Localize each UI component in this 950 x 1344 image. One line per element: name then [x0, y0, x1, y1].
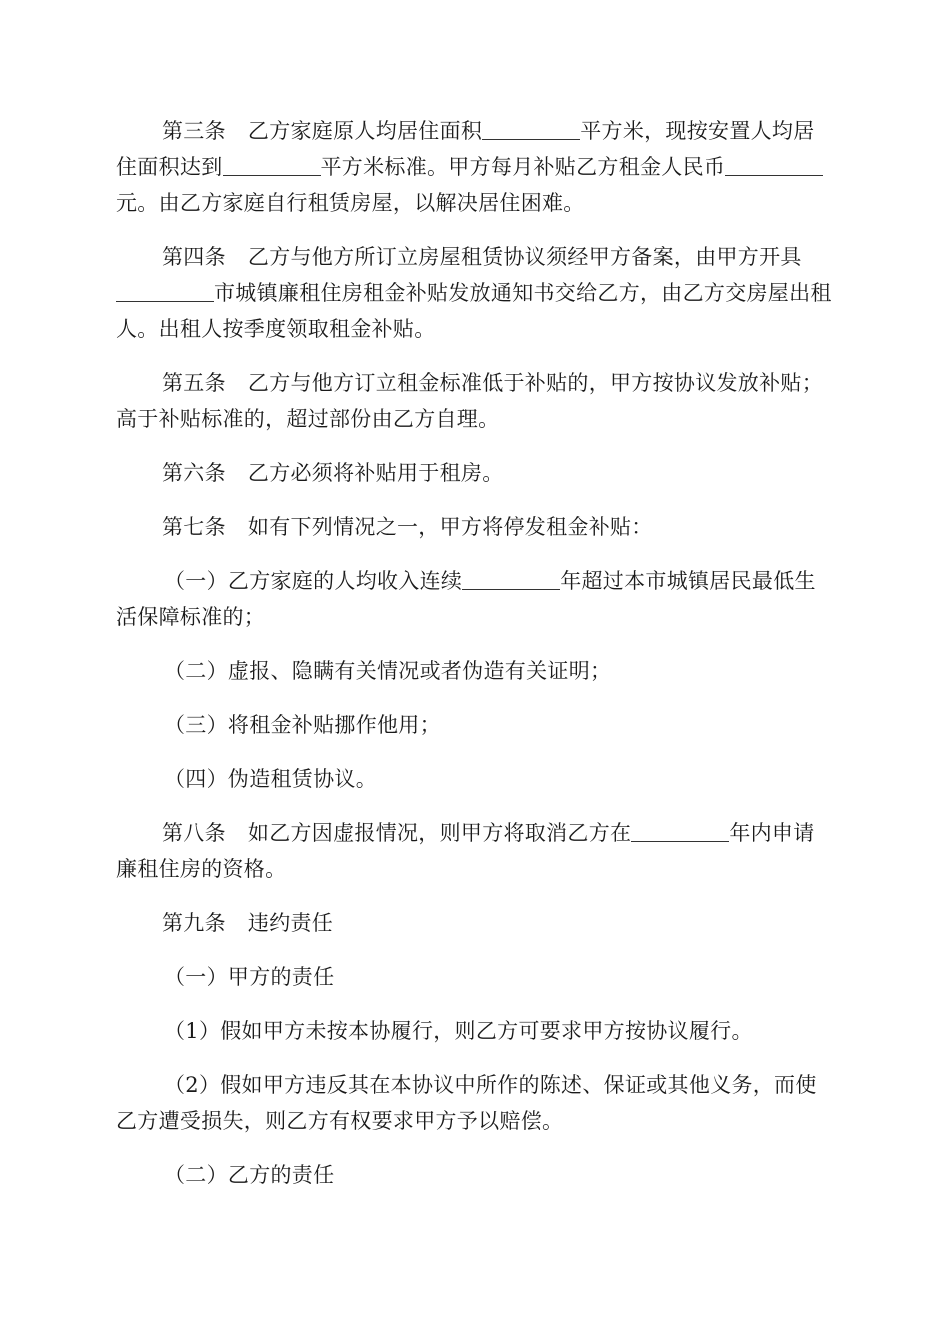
article-5-text: 乙方与他方订立租金标准低于补贴的，甲方按协议发放补贴；高于补贴标准的，超过部份由乙方自理。 — [116, 371, 824, 431]
article-3-text-2: 平方米，现按安置人均居住面积达到 — [116, 119, 815, 179]
article-7-text: 如有下列情况之一，甲方将停发租金补贴： — [247, 515, 653, 539]
fill-blank-target-area[interactable] — [223, 153, 321, 176]
fill-blank-years-income[interactable] — [462, 567, 560, 590]
article-8 — [116, 815, 834, 887]
article-3-text-3: 平方米标准。甲方每月补贴乙方租金人民币 — [320, 155, 726, 179]
article-4-label: 第四条 — [162, 245, 226, 269]
article-6 — [116, 455, 834, 491]
article-4-text-1: 乙方与他方所订立房屋租赁协议须经甲方备案，由甲方开具 — [247, 245, 802, 269]
article-5 — [116, 365, 834, 437]
article-9-section-1-point-1: （1）假如甲方未按本协履行，则乙方可要求甲方按协议履行。 — [164, 1019, 753, 1043]
document-page — [116, 113, 834, 1211]
article-6-text: 乙方必须将补贴用于租房。 — [247, 461, 504, 485]
article-8-label: 第八条 — [162, 821, 226, 845]
fill-blank-years-ban[interactable] — [631, 819, 729, 842]
article-9-label: 第九条 — [162, 911, 226, 935]
article-9-section-1: （一）甲方的责任 — [164, 965, 335, 989]
article-9-section-1-point-2: （2）假如甲方违反其在本协议中所作的陈述、保证或其他义务，而使乙方遭受损失，则乙方有权要求甲方予以赔偿。 — [116, 1073, 817, 1133]
article-4-text-2: 市城镇廉租住房租金补贴发放通知书交给乙方，由乙方交房屋出租人。出租人按季度领取租金补贴。 — [116, 281, 832, 341]
article-3-text-1: 乙方家庭原人均居住面积 — [247, 119, 483, 143]
article-7-item-3: （三）将租金补贴挪作他用； — [164, 713, 441, 737]
article-6-label: 第六条 — [162, 461, 226, 485]
article-7-label: 第七条 — [162, 515, 226, 539]
article-3-text-4: 元。由乙方家庭自行租赁房屋，以解决居住困难。 — [116, 191, 585, 215]
article-8-text-2: 年内申请廉租住房的资格。 — [116, 821, 815, 881]
article-3 — [116, 113, 834, 221]
article-7-item-4: （四）伪造租赁协议。 — [164, 767, 377, 791]
article-9-section-2: （二）乙方的责任 — [164, 1163, 335, 1187]
article-9-title: 违约责任 — [247, 911, 334, 935]
article-8-text-1: 如乙方因虚报情况，则甲方将取消乙方在 — [247, 821, 632, 845]
article-7-item-1 — [116, 563, 834, 635]
fill-blank-original-area[interactable] — [482, 117, 580, 140]
article-7-item-2: （二）虚报、隐瞒有关情况或者伪造有关证明； — [164, 659, 612, 683]
fill-blank-rent-amount[interactable] — [725, 153, 823, 176]
article-7 — [116, 509, 834, 545]
article-5-label: 第五条 — [162, 371, 226, 395]
article-9 — [116, 905, 834, 941]
article-4 — [116, 239, 834, 347]
article-3-label: 第三条 — [162, 119, 226, 143]
article-7-item-1-text-2: 年超过本市城镇居民最低生活保障标准的； — [116, 569, 816, 629]
article-7-item-1-text-1: （一）乙方家庭的人均收入连续 — [164, 569, 463, 593]
fill-blank-city[interactable] — [116, 279, 214, 302]
